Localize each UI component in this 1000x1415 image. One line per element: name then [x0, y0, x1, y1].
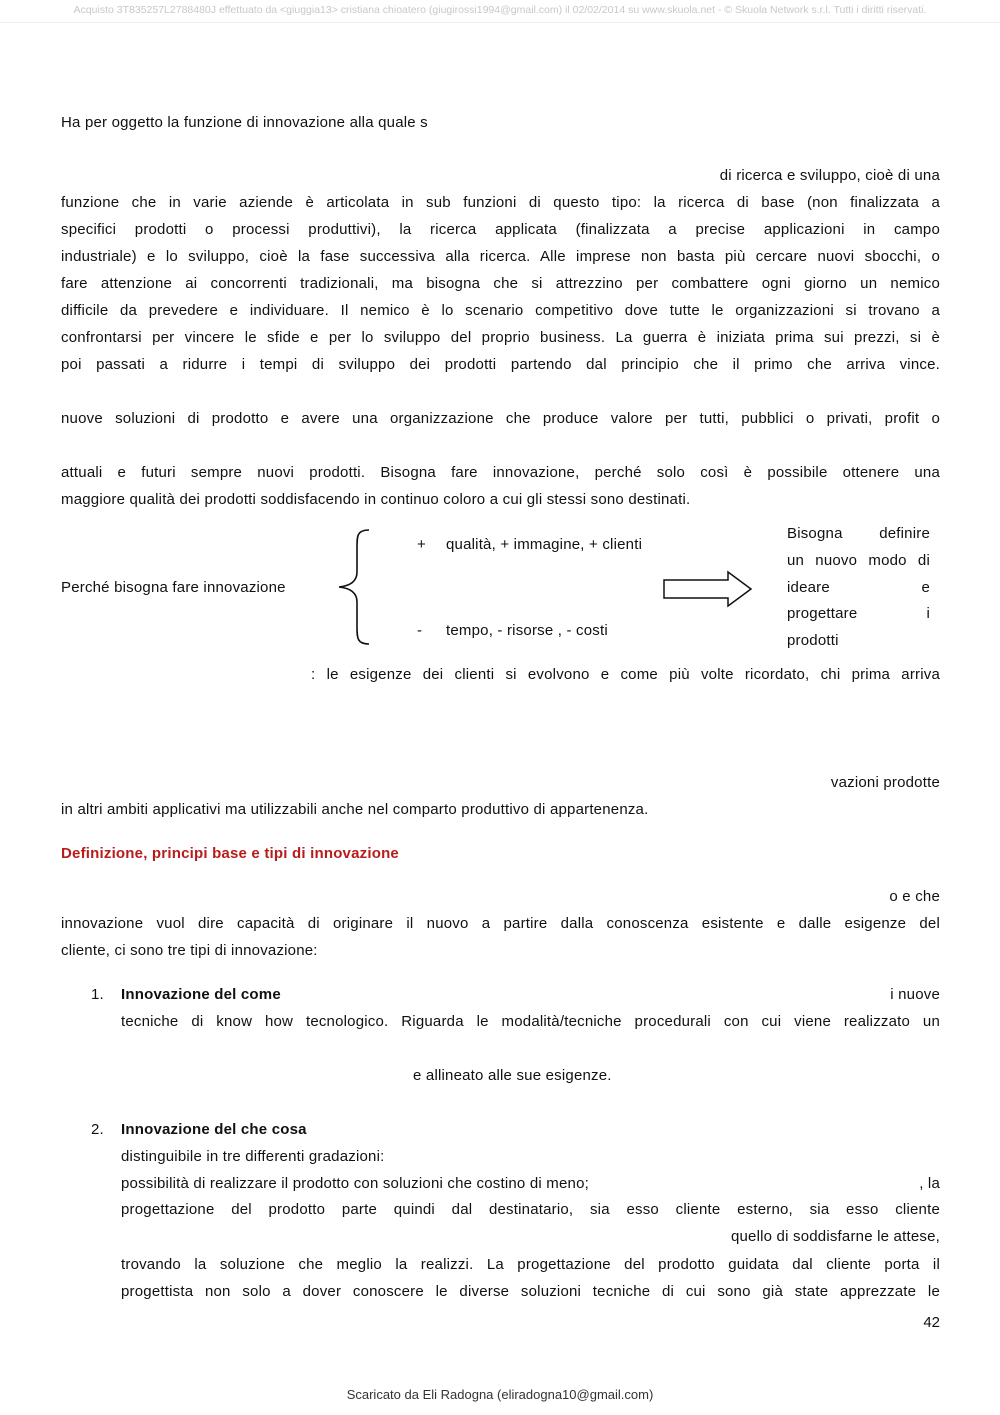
- body-line: progettazione del prodotto parte quindi dal destinatario, sia esso cliente esterno, sia esso cliente: [121, 1201, 940, 1218]
- body-line: cliente, ci sono tre tipi di innovazione:: [61, 942, 318, 959]
- body-line: attuali e futuri sempre nuovi prodotti. Bisogna fare innovazione, perché solo così è possibile ottenere una: [61, 464, 940, 481]
- purchase-watermark: Acquisto 3T835257L2788480J effettuato da <giuggia13> cristiana chioatero (giugirossi1994@gmail.com) il 02/02/2014 su www.skuola.net - © Skuola Network s.r.l. Tutti i diritti riservati.: [73, 4, 927, 16]
- body-line: e allineato alle sue esigenze.: [413, 1067, 612, 1084]
- body-line: innovazione vuol dire capacità di originare il nuovo a partire dalla conoscenza esistente e dalle esigenze del: [61, 915, 940, 932]
- body-line: industriale) e lo sviluppo, cioè la fase successiva alla ricerca. Alle imprese non basta più cercare nuovi sbocchi, o: [61, 248, 940, 265]
- body-line: , la: [919, 1175, 940, 1192]
- body-line: trovando la soluzione che meglio la realizzi. La progettazione del prodotto guidata dal cliente porta il: [121, 1256, 940, 1273]
- body-line: tecniche di know how tecnologico. Riguarda le modalità/tecniche procedurali con cui viene realizzato un: [121, 1013, 940, 1030]
- body-line: difficile da prevedere e individuare. Il nemico è lo scenario competitivo dove tutte le organizzazioni si trovano a: [61, 302, 940, 319]
- body-line: o e che: [889, 888, 940, 905]
- body-line: nuove soluzioni di prodotto e avere una organizzazione che produce valore per tutti, pubblici o privati, profit o: [61, 410, 940, 427]
- result-line: progettare i: [787, 605, 930, 622]
- result-line: un nuovo modo di: [787, 552, 930, 569]
- right-arrow-icon: [662, 570, 754, 608]
- diagram-question: Perché bisogna fare innovazione: [61, 579, 286, 596]
- body-line: Ha per oggetto la funzione di innovazione alla quale s: [61, 114, 428, 131]
- body-line: fare attenzione ai concorrenti tradizionali, ma bisogna che si attrezzino per combattere ogni giorno un nemico: [61, 275, 940, 292]
- body-line: maggiore qualità dei prodotti soddisfacendo in continuo coloro a cui gli stessi sono destinati.: [61, 491, 691, 508]
- list-item-title: Innovazione del come: [121, 986, 281, 1003]
- download-footer: Scaricato da Eli Radogna (eliradogna10@gmail.com): [346, 1387, 654, 1402]
- body-line: distinguibile in tre differenti gradazioni:: [121, 1148, 385, 1165]
- body-line: di ricerca e sviluppo, cioè di una: [719, 167, 940, 184]
- result-line: prodotti: [787, 632, 839, 649]
- body-line: specifici prodotti o processi produttivi), la ricerca applicata (finalizzata a precise applicazioni in campo: [61, 221, 940, 238]
- body-line: confrontarsi per vincere le sfide e per lo sviluppo del proprio business. La guerra è iniziata prima sui prezzi, si è: [61, 329, 940, 346]
- result-line: Bisogna definire: [787, 525, 930, 542]
- list-number: 1.: [91, 986, 104, 1003]
- page-number: 42: [923, 1314, 940, 1331]
- body-line: possibilità di realizzare il prodotto con soluzioni che costino di meno;: [121, 1175, 589, 1192]
- minus-sign: -: [417, 622, 423, 639]
- benefits-text: qualità, + immagine, + clienti: [446, 536, 643, 553]
- result-line: ideare e: [787, 579, 930, 596]
- body-line: i nuove: [890, 986, 940, 1003]
- section-heading: Definizione, principi base e tipi di innovazione: [61, 845, 399, 862]
- body-line: poi passati a ridurre i tempi di sviluppo dei prodotti partendo dal principio che il primo che arriva vince.: [61, 356, 940, 373]
- body-line: : le esigenze dei clienti si evolvono e come più volte ricordato, chi prima arriva: [311, 666, 940, 683]
- list-item-title: Innovazione del che cosa: [121, 1121, 307, 1138]
- body-line: in altri ambiti applicativi ma utilizzabili anche nel comparto produttivo di appartenenza.: [61, 801, 649, 818]
- body-line: vazioni prodotte: [830, 774, 940, 791]
- plus-sign: +: [417, 536, 426, 553]
- reductions-text: tempo, - risorse , - costi: [446, 622, 608, 639]
- header-divider: [0, 22, 1000, 23]
- curly-brace-icon: [335, 528, 375, 646]
- body-line: progettista non solo a dover conoscere le diverse soluzioni tecniche di cui sono già state apprezzate le: [121, 1283, 940, 1300]
- body-line: funzione che in varie aziende è articolata in sub funzioni di questo tipo: la ricerca di base (non finalizzata a: [61, 194, 940, 211]
- body-line: quello di soddisfarne le attese,: [730, 1228, 940, 1245]
- list-number: 2.: [91, 1121, 104, 1138]
